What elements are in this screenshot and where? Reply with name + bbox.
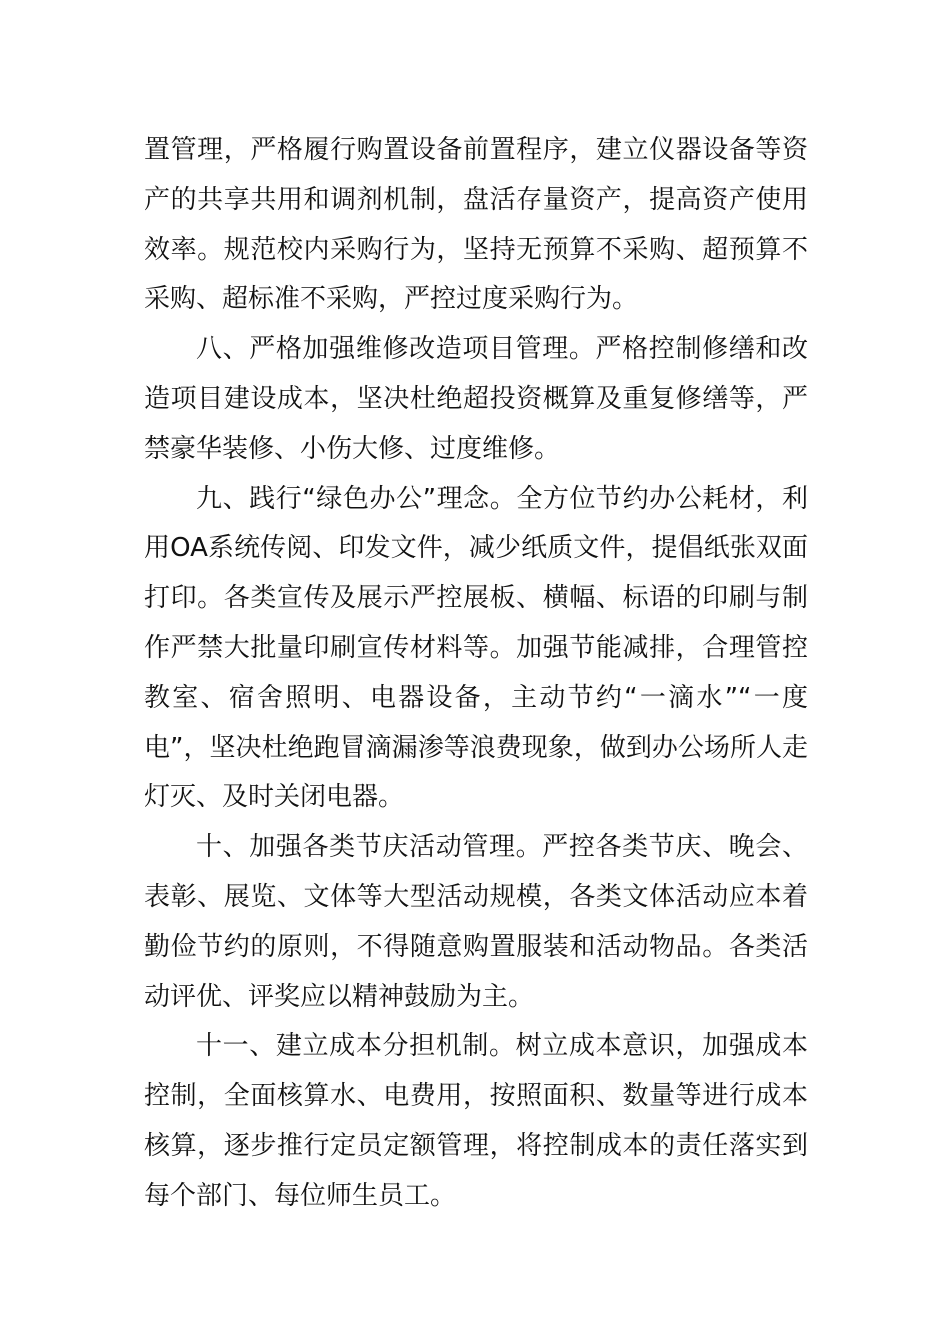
paragraph-item-8: 八、严格加强维修改造项目管理。严格控制修缮和改造项目建设成本，坚决杜绝超投资概算及重复修缮等，严禁豪华装修、小伤大修、过度维修。 xyxy=(144,334,808,464)
document-body xyxy=(144,126,808,1222)
paragraph-item-10: 十、加强各类节庆活动管理。严控各类节庆、晚会、表彰、展览、文体等大型活动规模，各类文体活动应本着勤俭节约的原则，不得随意购置服装和活动物品。各类活动评优、评奖应以精神鼓励为主。 xyxy=(144,832,808,1012)
paragraph-continuation: 置管理，严格履行购置设备前置程序，建立仪器设备等资产的共享共用和调剂机制，盘活存量资产，提高资产使用效率。规范校内采购行为，坚持无预算不采购、超预算不采购、超标准不采购，严控过度采购行为。 xyxy=(144,135,808,315)
paragraph-item-11: 十一、建立成本分担机制。树立成本意识，加强成本控制，全面核算水、电费用，按照面积、数量等进行成本核算，逐步推行定员定额管理，将控制成本的责任落实到每个部门、每位师生员工。 xyxy=(144,1031,808,1211)
paragraph-item-9: 九、践行“绿色办公”理念。全方位节约办公耗材，利用OA系统传阅、印发文件，减少纸质文件，提倡纸张双面打印。各类宣传及展示严控展板、横幅、标语的印刷与制作严禁大批量印刷宣传材料等。加强节能减排，合理管控教室、宿舍照明、电器设备，主动节约“一滴水”“一度电”，坚决杜绝跑冒滴漏渗等浪费现象，做到办公场所人走灯灭、及时关闭电器。 xyxy=(144,483,808,813)
